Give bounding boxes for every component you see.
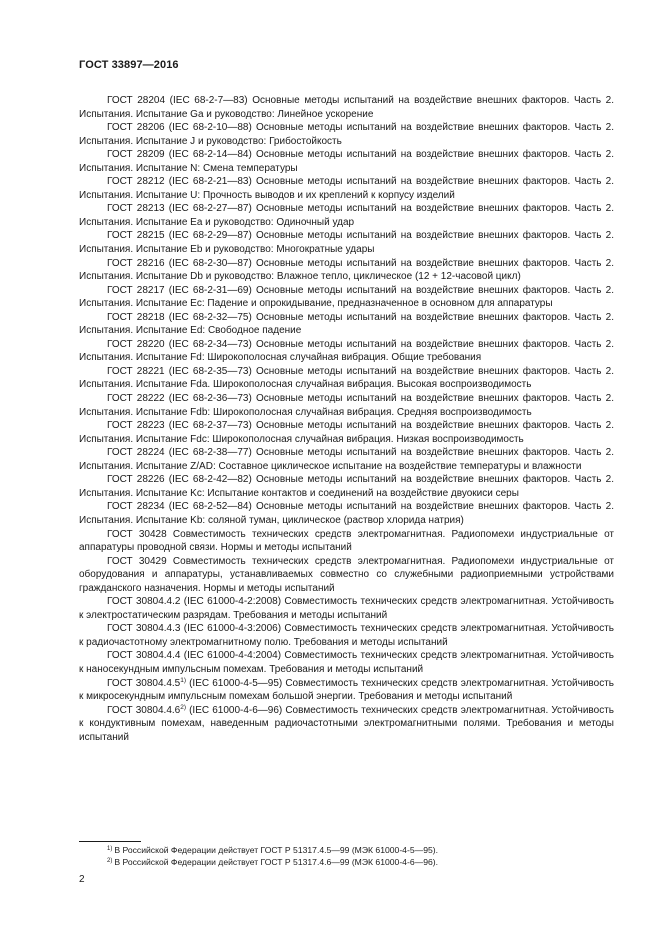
reference-entry: ГОСТ 28216 (IEC 68-2-30—87) Основные методы испытаний на воздействие внешних факторов. Часть 2. Испытания. Испытание Db и руководство: Влажное тепло, циклическое (12 + 12-часовой цикл) bbox=[79, 257, 614, 283]
reference-entry: ГОСТ 28213 (IEC 68-2-27—87) Основные методы испытаний на воздействие внешних факторов. Часть 2. Испытания. Испытание Ea и руководство: Одиночный удар bbox=[79, 203, 614, 228]
footnote bbox=[79, 844, 614, 856]
reference-entry: ГОСТ 28209 (IEC 68-2-14—84) Основные методы испытаний на воздействие внешних факторов. Часть 2. Испытания. Испытание N: Смена температуры bbox=[79, 149, 614, 174]
reference-entry: ГОСТ 28223 (IEC 68-2-37—73) Основные методы испытаний на воздействие внешних факторов. Часть 2. Испытания. Испытание Fdc: Широкополосная случайная вибрация. Низкая воспроизводимость bbox=[79, 420, 614, 445]
reference-code: ГОСТ 30804.4.5 bbox=[107, 677, 181, 689]
document-header-code: ГОСТ 33897—2016 bbox=[79, 59, 179, 71]
reference-entry: ГОСТ 28222 (IEC 68-2-36—73) Основные методы испытаний на воздействие внешних факторов. Часть 2. Испытания. Испытание Fdb: Широкополосная случайная вибрация. Средняя воспроизводимость bbox=[79, 393, 614, 418]
footnotes bbox=[79, 844, 614, 868]
reference-entry: ГОСТ 28215 (IEC 68-2-29—87) Основные методы испытаний на воздействие внешних факторов. Часть 2. Испытания. Испытание Eb и руководство: Многократные удары bbox=[79, 230, 614, 256]
reference-entry: ГОСТ 30428 Совместимость технических средств электромагнитная. Радиопомехи индустриальные от аппаратуры проводной связи. Нормы и методы испытаний bbox=[79, 528, 614, 554]
reference-entry: ГОСТ 28226 (IEC 68-2-42—82) Основные методы испытаний на воздействие внешних факторов. Часть 2. Испытания. Испытание Kc: Испытание контактов и соединений на воздействие двуокиси серы bbox=[79, 474, 614, 499]
footnote-ref-marker[interactable]: 1) bbox=[180, 676, 186, 684]
reference-entry: ГОСТ 28204 (IEC 68-2-7—83) Основные методы испытаний на воздействие внешних факторов. Часть 2. Испытания. Испытание Ga и руководство: Линейное ускорение bbox=[79, 95, 614, 120]
reference-entry: ГОСТ 28220 (IEC 68-2-34—73) Основные методы испытаний на воздействие внешних факторов. Часть 2. Испытания. Испытание Fd: Широкополосная случайная вибрация. Общие требования bbox=[79, 338, 614, 364]
reference-entry: ГОСТ 28212 (IEC 68-2-21—83) Основные методы испытаний на воздействие внешних факторов. Часть 2. Испытания. Испытание U: Прочность выводов и их креплений к корпусу изделий bbox=[79, 176, 614, 201]
footnote-marker: 1) bbox=[107, 846, 113, 852]
footnote-marker: 2) bbox=[107, 858, 113, 864]
footnote-text: В Российской Федерации действует ГОСТ Р 51317.4.6—99 (МЭК 61000-4-6—96). bbox=[114, 857, 438, 867]
footnote-ref-marker[interactable]: 2) bbox=[180, 703, 186, 711]
reference-code: ГОСТ 30804.4.6 bbox=[107, 704, 181, 716]
page-number: 2 bbox=[79, 874, 85, 885]
reference-entry: ГОСТ 28206 (IEC 68-2-10—88) Основные методы испытаний на воздействие внешних факторов. Часть 2. Испытания. Испытание J и руководство: Грибостойкость bbox=[79, 122, 614, 147]
reference-entry: ГОСТ 30429 Совместимость технических средств электромагнитная. Радиопомехи индустриальные от оборудования и аппаратуры, устанавливаемых совместно со служебными радиоприемными устройствами гражданского назначения. Нормы и методы испытаний bbox=[79, 555, 614, 594]
normative-references-list bbox=[79, 94, 614, 744]
reference-entry: ГОСТ 30804.4.4 (IEC 61000-4-4:2004) Совместимость технических средств электромагнитная. Устойчивость к наносекундным импульсным помехам. Требования и методы испытаний bbox=[79, 650, 614, 675]
reference-entry: ГОСТ 30804.4.3 (IEC 61000-4-3:2006) Совместимость технических средств электромагнитная. Устойчивость к радиочастотному электромагнитному полю. Требования и методы испытаний bbox=[79, 623, 614, 648]
reference-entry: ГОСТ 28234 (IEC 68-2-52—84) Основные методы испытаний на воздействие внешних факторов. Часть 2. Испытания. Испытание Kb: соляной туман, циклическое (раствор хлорида натрия) bbox=[79, 501, 614, 526]
reference-entry: ГОСТ 30804.4.2 (IEC 61000-4-2:2008) Совместимость технических средств электромагнитная. Устойчивость к электростатическим разрядам. Требования и методы испытаний bbox=[79, 596, 614, 621]
reference-entry: ГОСТ 28217 (IEC 68-2-31—69) Основные методы испытаний на воздействие внешних факторов. Часть 2. Испытания. Испытание Ec: Падение и опрокидывание, предназначенное в основном для аппаратуры bbox=[79, 284, 614, 310]
footnote-text: В Российской Федерации действует ГОСТ Р 51317.4.5—99 (МЭК 61000-4-5—95). bbox=[114, 845, 438, 855]
reference-entry-with-footnote bbox=[79, 704, 614, 745]
reference-entry-with-footnote bbox=[79, 677, 614, 704]
reference-entry: ГОСТ 28221 (IEC 68-2-35—73) Основные методы испытаний на воздействие внешних факторов. Часть 2. Испытания. Испытание Fda. Широкополосная случайная вибрация. Высокая воспроизводимость bbox=[79, 365, 614, 391]
reference-title: (IEC 61000-4-6—96) Совместимость технических средств электромагнитная. Устойчивость к кондуктивным помехам, наведенным радиочастотными электромагнитными полями. Требования и методы испытаний bbox=[79, 704, 614, 743]
reference-title: (IEC 61000-4-5—95) Совместимость технических средств электромагнитная. Устойчивость к микросекундным импульсным помехам большой энергии. Требования и методы испытаний bbox=[79, 677, 614, 703]
footnote-separator bbox=[79, 841, 141, 842]
footnote bbox=[79, 856, 614, 868]
reference-entry: ГОСТ 28218 (IEC 68-2-32—75) Основные методы испытаний на воздействие внешних факторов. Часть 2. Испытания. Испытание Ed: Свободное падение bbox=[79, 311, 614, 337]
reference-entry: ГОСТ 28224 (IEC 68-2-38—77) Основные методы испытаний на воздействие внешних факторов. Часть 2. Испытания. Испытание Z/AD: Составное циклическое испытание на воздействие температуры и влажности bbox=[79, 447, 614, 472]
